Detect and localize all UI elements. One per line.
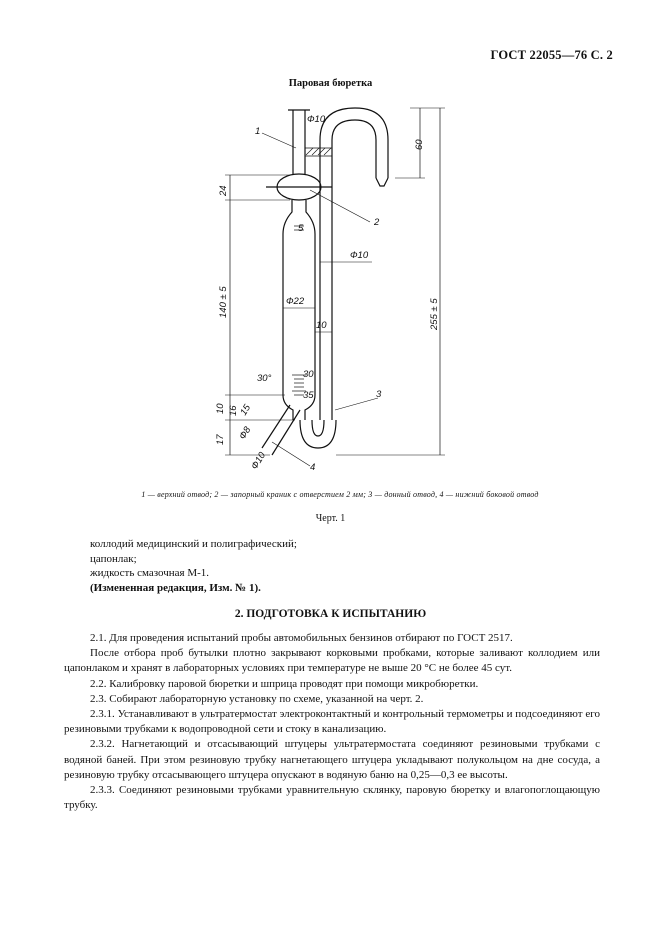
label-h140: 140 ± 5 [218,286,229,318]
paragraph: 2.3.2. Нагнетающий и отсасывающий штуцеры ультратермостата соединяют резиновыми трубками с водяной баней. При этом резиновую трубку нагнетающего штуцера укладывают полукольцом на дне сосуда, а резиновую трубку отсасывающего штуцера опускают в водяную баню на 0,25—0,3 ее высоты. [64,738,600,781]
list-item: жидкость смазочная М-1. [90,567,210,579]
figure-title: Паровая бюретка [288,78,373,89]
paragraph: 2.1. Для проведения испытаний пробы автомобильных бензинов отбирают по ГОСТ 2517. [90,632,513,644]
label-phi22: Ф22 [286,296,305,307]
paragraph: 2.3.1. Устанавливают в ультратермостат электроконтактный и контрольный термометры и подсоединяют его резиновыми трубками к водопроводной сети и стоку в канализацию. [64,708,600,736]
materials-list [90,537,297,595]
label-h60: 60 [414,139,425,150]
label-h16: 16 [228,405,239,416]
label-phi8: Ф8 [237,424,254,442]
label-phi10-side: Ф10 [350,250,369,261]
leader-label-3: 3 [376,389,382,400]
list-item: коллодий медицинский и полиграфический; [90,538,297,550]
label-scale-5: 5 [298,223,304,234]
label-w10: 10 [316,320,327,331]
leader-label-2: 2 [374,217,380,228]
label-phi10-bottom: Ф10 [249,450,269,472]
page-header: ГОСТ 22055—76 С. 2 [490,48,613,62]
leader-label-4: 4 [310,462,316,473]
paragraph: 2.3. Собирают лабораторную установку по схеме, указанной на черт. 2. [90,692,424,705]
label-angle: 30° [257,373,272,384]
body-text [64,631,600,813]
paragraph: После отбора проб бутылки плотно закрывают корковыми пробками, которые заливают коллодием или цапонлаком и хранят в лабораторных условиях при температуре не выше 20 °С не более 45 сут. [64,647,600,675]
leader-label-1: 1 [255,126,261,137]
figure-caption: 1 — верхний отвод; 2 — запорный краник с отверстием 2 мм; 3 — донный отвод, 4 — нижний боковой отвод [141,490,539,499]
label-scale-30: 30 [303,369,314,380]
label-scale-35: 35 [303,390,314,401]
label-len15: 15 [238,402,254,418]
label-h10: 10 [215,403,226,414]
label-phi10-top: Ф10 [307,114,326,125]
paragraph: 2.3.3. Соединяют резиновыми трубками уравнительную склянку, паровую бюретку и влагопоглощающую трубку. [64,784,600,812]
label-h17: 17 [215,434,226,445]
list-item: цапонлак; [90,552,137,565]
figure-number: Черт. 1 [315,513,346,524]
paragraph: 2.2. Калибровку паровой бюретки и шприца проводят при помощи микробюретки. [90,677,479,690]
label-h24: 24 [218,185,229,196]
section-heading: 2. ПОДГОТОВКА К ИСПЫТАНИЮ [234,608,427,620]
label-h255: 255 ± 5 [429,298,440,330]
amendment-note: (Измененная редакция, Изм. № 1). [90,581,261,594]
